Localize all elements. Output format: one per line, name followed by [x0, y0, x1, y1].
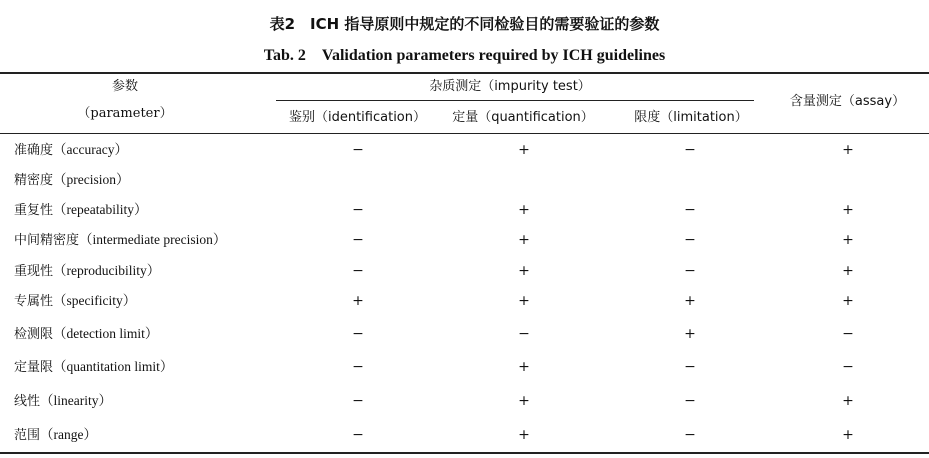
- row-label-zh: 精密度: [14, 173, 54, 188]
- top-rule: [0, 72, 929, 74]
- row-label-zh: 定量限: [14, 360, 54, 375]
- cell-mark: +: [518, 393, 530, 409]
- row-label-en: （linearity）: [40, 393, 112, 408]
- cell-mark: +: [518, 427, 530, 443]
- cell-mark: −: [352, 263, 364, 279]
- row-label-zh: 线性: [14, 394, 41, 409]
- header-limitation: 限度（limitation）: [634, 110, 748, 125]
- row-label-zh: 中间精密度: [14, 233, 80, 248]
- cell-mark: −: [684, 263, 696, 279]
- row-label-en: （range）: [40, 427, 97, 442]
- table-row: [14, 141, 128, 160]
- row-label-en: （quantitation limit）: [53, 359, 174, 374]
- cell-mark: +: [518, 263, 530, 279]
- row-label-en: （precision）: [53, 172, 130, 187]
- bottom-rule: [0, 452, 929, 454]
- cell-mark: −: [352, 393, 364, 409]
- cell-mark: +: [518, 293, 530, 309]
- cell-mark: −: [684, 427, 696, 443]
- header-identification: 鉴别（identification）: [288, 110, 426, 125]
- cell-mark: −: [352, 202, 364, 218]
- table-row: [14, 358, 173, 377]
- cell-mark: +: [842, 142, 854, 158]
- cell-mark: +: [684, 326, 696, 342]
- row-label-en: （intermediate precision）: [79, 232, 227, 247]
- table-row: [14, 292, 136, 311]
- cell-mark: −: [352, 142, 364, 158]
- table-row: [14, 262, 160, 281]
- table-row: [14, 325, 158, 344]
- cell-mark: +: [842, 427, 854, 443]
- header-impurity-test: 杂质测定（impurity test）: [429, 79, 591, 94]
- cell-mark: −: [352, 427, 364, 443]
- row-label-zh: 准确度: [14, 143, 54, 158]
- cell-mark: +: [518, 232, 530, 248]
- cell-mark: −: [684, 393, 696, 409]
- row-label-en: （accuracy）: [53, 142, 128, 157]
- cell-mark: +: [842, 202, 854, 218]
- row-label-en: （detection limit）: [53, 326, 159, 341]
- table-row: [14, 201, 147, 220]
- cell-mark: −: [684, 232, 696, 248]
- table-row: [14, 426, 97, 445]
- row-label-zh: 重现性: [14, 264, 54, 279]
- cell-mark: −: [352, 359, 364, 375]
- table-caption-en: Tab. 2 Validation parameters required by ICH guidelines: [263, 47, 666, 64]
- table-caption-zh: 表2 ICH 指导原则中规定的不同检验目的需要验证的参数: [269, 15, 660, 33]
- cell-mark: +: [842, 293, 854, 309]
- header-parameter-en: （parameter）: [77, 106, 173, 121]
- header-bottom-rule: [0, 133, 929, 134]
- cell-mark: −: [352, 326, 364, 342]
- header-parameter-zh: 参数: [111, 79, 138, 94]
- cell-mark: +: [842, 263, 854, 279]
- cell-mark: −: [842, 359, 854, 375]
- cell-mark: −: [684, 202, 696, 218]
- cell-mark: +: [518, 359, 530, 375]
- row-label-zh: 范围: [14, 428, 41, 443]
- row-label-en: （repeatability）: [53, 202, 148, 217]
- cell-mark: −: [842, 326, 854, 342]
- cell-mark: +: [352, 293, 364, 309]
- cell-mark: +: [842, 232, 854, 248]
- table-row: [14, 231, 226, 250]
- row-label-zh: 专属性: [14, 294, 54, 309]
- header-assay: 含量测定（assay）: [789, 94, 906, 109]
- header-quantification: 定量（quantification）: [452, 110, 594, 125]
- row-label-en: （specificity）: [53, 293, 137, 308]
- row-label-zh: 检测限: [14, 327, 54, 342]
- cell-mark: −: [518, 326, 530, 342]
- cell-mark: +: [518, 202, 530, 218]
- cell-mark: +: [842, 393, 854, 409]
- cell-mark: −: [684, 359, 696, 375]
- table-row: [14, 392, 112, 411]
- row-label-en: （reproducibility）: [53, 263, 161, 278]
- cell-mark: −: [352, 232, 364, 248]
- table-row: [14, 171, 130, 190]
- cell-mark: +: [518, 142, 530, 158]
- impurity-subheader-rule: [276, 100, 754, 101]
- cell-mark: −: [684, 142, 696, 158]
- cell-mark: +: [684, 293, 696, 309]
- row-label-zh: 重复性: [14, 203, 54, 218]
